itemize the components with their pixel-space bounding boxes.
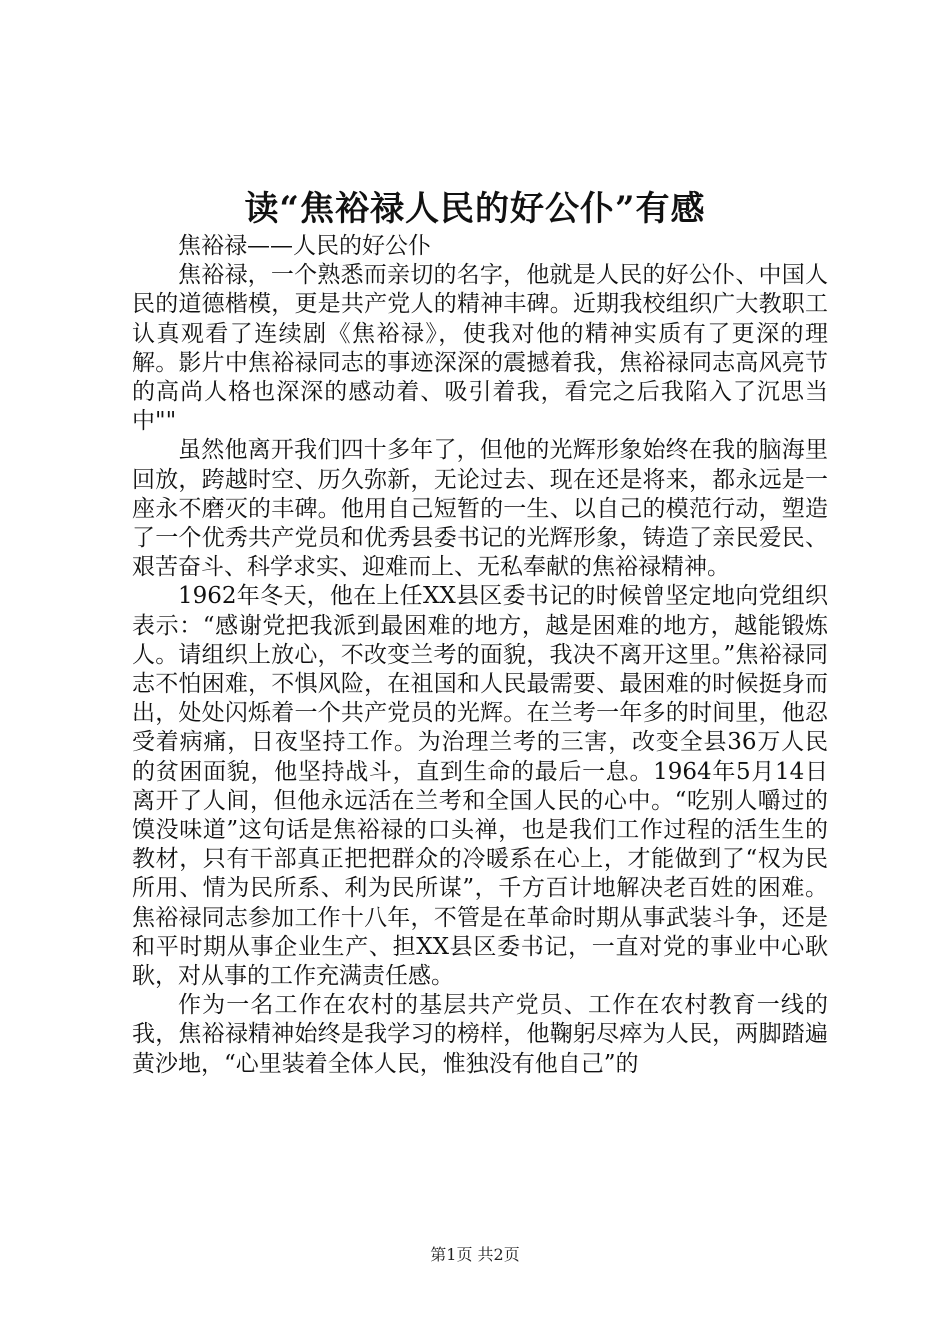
- paragraph: 焦裕禄，一个熟悉而亲切的名字，他就是人民的好公仆、中国人民的道德楷模，更是共产党人的精神丰碑。近期我校组织广大教职工认真观看了连续剧《焦裕禄》，使我对他的精神实质有了更深的理解。影片中焦裕禄同志的事迹深深的震撼着我，焦裕禄同志高风亮节的高尚人格也深深的感动着、吸引着我，看完之后我陷入了沉思当中"": [132, 262, 828, 435]
- document-body: [132, 232, 828, 1079]
- paragraph: 1962年冬天，他在上任XX县区委书记的时候曾坚定地向党组织表示：“感谢党把我派到最困难的地方，越是困难的地方，越能锻炼人。请组织上放心，不改变兰考的面貌，我决不离开这里。”焦裕禄同志不怕困难，不惧风险，在祖国和人民最需要、最困难的时候挺身而出，处处闪烁着一个共产党员的光辉。在兰考一年多的时间里，他忍受着病痛，日夜坚持工作。为治理兰考的三害，改变全县36万人民的贫困面貌，他坚持战斗，直到生命的最后一息。1964年5月14日离开了人间，但他永远活在兰考和全国人民的心中。“吃别人嚼过的馍没味道”这句话是焦裕禄的口头禅，也是我们工作过程的活生生的教材，只有干部真正把把群众的冷暖系在心上，才能做到了“权为民所用、情为民所系、利为民所谋”，千方百计地解决老百姓的困难。焦裕禄同志参加工作十八年，不管是在革命时期从事武装斗争，还是和平时期从事企业生产、担XX县区委书记，一直对党的事业中心耿耿，对从事的工作充满责任感。: [132, 583, 828, 990]
- paragraph-subtitle: 焦裕禄——人民的好公仆: [178, 233, 431, 259]
- page-number-footer: 第1页 共2页: [430, 1245, 520, 1264]
- paragraph: 作为一名工作在农村的基层共产党员、工作在农村教育一线的我，焦裕禄精神始终是我学习的榜样，他鞠躬尽瘁为人民，两脚踏遍黄沙地，“心里装着全体人民，惟独没有他自己”的: [132, 992, 828, 1077]
- paragraph: 虽然他离开我们四十多年了，但他的光辉形象始终在我的脑海里回放，跨越时空、历久弥新，无论过去、现在还是将来，都永远是一座永不磨灭的丰碑。他用自己短暂的一生、以自己的模范行动，塑造了一个优秀共产党员和优秀县委书记的光辉形象，铸造了亲民爱民、艰苦奋斗、科学求实、迎难而上、无私奉献的焦裕禄精神。: [132, 437, 828, 581]
- document-title: 读“焦裕禄人民的好公仆”有感: [244, 189, 706, 229]
